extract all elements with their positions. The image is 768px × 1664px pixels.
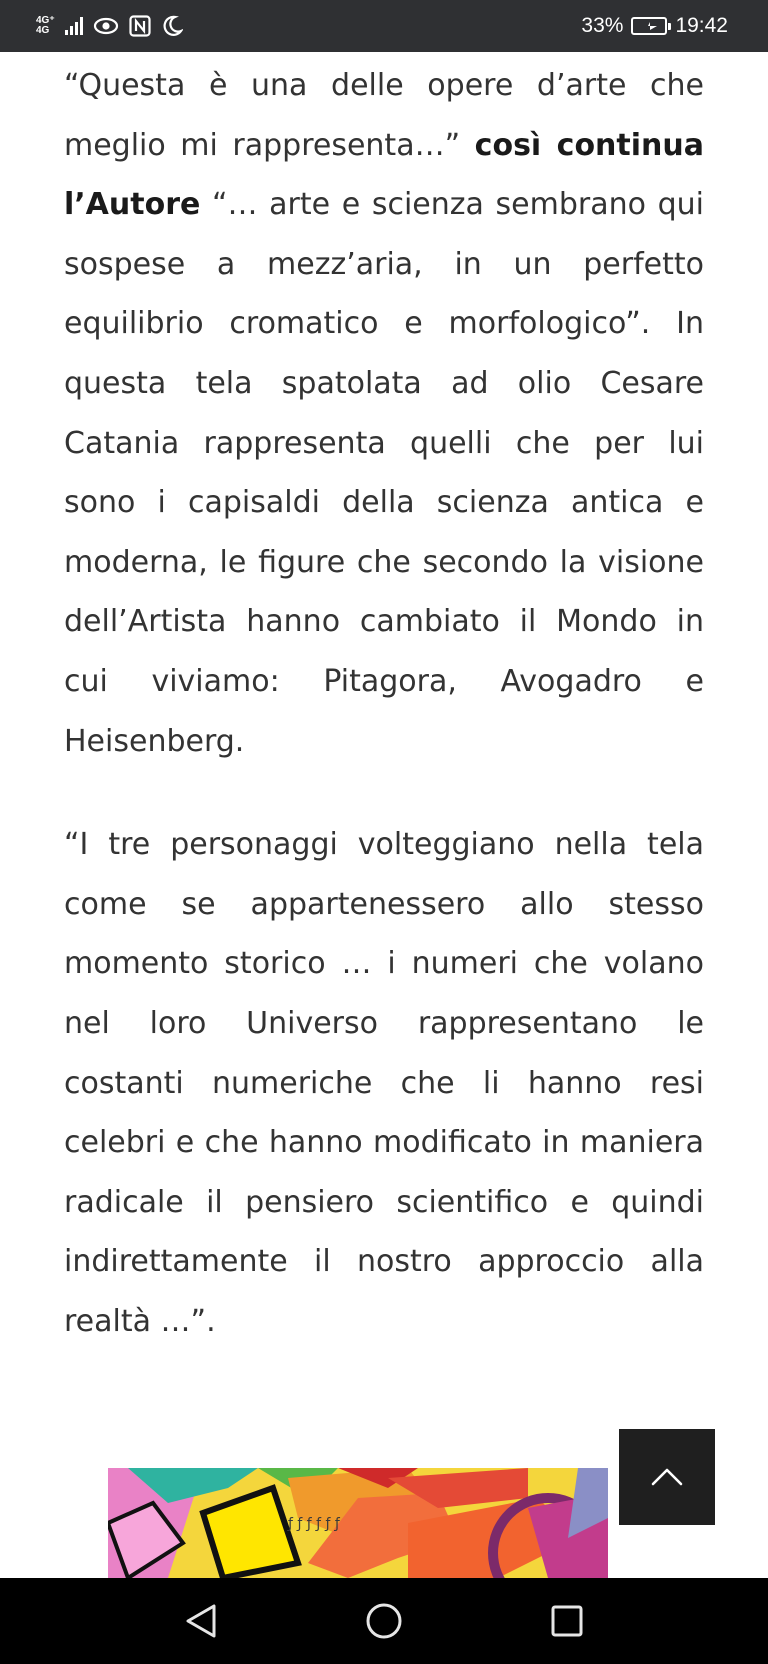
nav-back-button[interactable] xyxy=(171,1591,231,1651)
square-recents-icon xyxy=(550,1604,584,1638)
eye-icon xyxy=(93,17,119,35)
status-right-icons xyxy=(581,14,728,38)
painting-image xyxy=(108,1468,608,1578)
status-bar xyxy=(0,0,768,52)
chevron-up-icon xyxy=(650,1467,684,1487)
quote-intro: “Questa è una delle opere d’arte che meglio mi rappresenta…” xyxy=(64,68,704,163)
clock: 19:42 xyxy=(675,14,728,37)
network-type xyxy=(36,16,55,36)
article-paragraph-1 xyxy=(64,56,704,771)
triangle-back-icon xyxy=(184,1603,218,1639)
charging-icon xyxy=(639,21,659,31)
navigation-bar xyxy=(0,1578,768,1664)
battery-percent: 33% xyxy=(581,14,624,37)
network-type-top: 4G⁺ xyxy=(36,15,55,26)
author-attribution: così continua l’Autore xyxy=(64,127,704,223)
nfc-icon xyxy=(129,15,151,37)
nav-home-button[interactable] xyxy=(354,1591,414,1651)
painting-artwork xyxy=(108,1468,608,1578)
network-type-bottom: 4G xyxy=(36,25,50,36)
moon-icon xyxy=(161,15,183,37)
status-left-icons xyxy=(36,15,183,37)
signal-icon xyxy=(65,17,83,35)
painting-scribble: ƒ ƒ ƒ ƒ ƒ ƒ xyxy=(288,1516,340,1532)
back-to-top-button[interactable] xyxy=(619,1429,715,1525)
article-paragraph-2: “I tre personaggi volteggiano nella tela come se appartenessero allo stesso momento storico … i numeri che volano nel loro Universo rappresentano le costanti numeriche che li hanno resi celebri e che hanno modificato in maniera radicale il pensiero scientifico e quindi indirettamente il nostro approccio alla realtà …”. xyxy=(64,827,704,1339)
circle-home-icon xyxy=(364,1601,404,1641)
article-body xyxy=(64,56,704,1395)
nav-recents-button[interactable] xyxy=(537,1591,597,1651)
quote-continuation: “… arte e scienza sembrano qui sospese a mezz’aria, in un perfetto equilibrio cromatico e morfologico”. In questa tela spatolata ad olio Cesare Catania rappresenta quelli che per lui sono i capisaldi della scienza antica e moderna, le figure che secondo la visione dell’Artista hanno cambiato il Mondo in cui viviamo: Pitagora, Avogadro e Heisenberg. xyxy=(64,187,704,759)
battery-icon xyxy=(631,17,667,35)
